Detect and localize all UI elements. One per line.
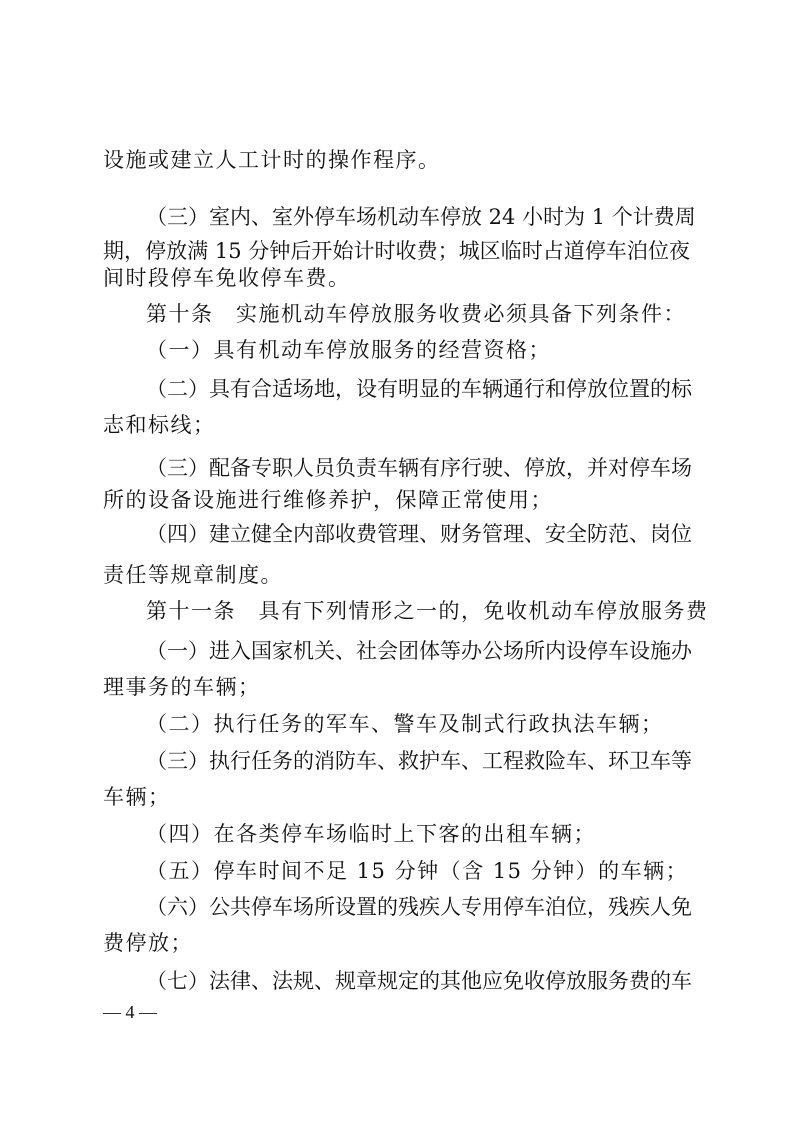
text-line: （三）执行任务的消防车、救护车、工程救险车、环卫车等 <box>146 749 692 773</box>
text-line: （二）执行任务的军车、警车及制式行政执法车辆； <box>146 712 664 736</box>
text-line: 设施或建立人工计时的操作程序。 <box>103 148 441 172</box>
text-line: （一）进入国家机关、社会团体等办公场所内设停车设施办 <box>146 639 692 663</box>
article-heading: 第十一条 具有下列情形之一的，免收机动车停放服务费 <box>146 599 709 623</box>
text-line: 费停放； <box>103 931 193 955</box>
text-line: 车辆； <box>103 785 171 809</box>
text-line: 责任等规章制度。 <box>103 563 283 587</box>
text-line: 志和标线； <box>103 413 216 437</box>
text-line: 期，停放满 15 分钟后开始计时收费；城区临时占道停车泊位夜 <box>103 239 690 263</box>
text-line: 所的设备设施进行维修养护，保障正常使用； <box>103 488 553 512</box>
text-line: （二）具有合适场地，设有明显的车辆通行和停放位置的标 <box>146 377 692 401</box>
text-line: 理事务的车辆； <box>103 675 261 699</box>
text-line: （五）停车时间不足 15 分钟（含 15 分钟）的车辆； <box>146 859 689 883</box>
text-line: （四）在各类停车场临时上下客的出租车辆； <box>146 822 596 846</box>
text-line: （三）配备专职人员负责车辆有序行驶、停放，并对停车场 <box>146 456 692 480</box>
page-number: — 4 — <box>103 1002 157 1022</box>
text-line: （七）法律、法规、规章规定的其他应免收停放服务费的车 <box>146 969 692 993</box>
text-line: 间时段停车免收停车费。 <box>103 266 351 290</box>
text-line: （一）具有机动车停放服务的经营资格； <box>146 338 551 362</box>
text-line: （六）公共停车场所设置的残疾人专用停车泊位，残疾人免 <box>146 895 692 919</box>
text-line: （三）室内、室外停车场机动车停放 24 小时为 1 个计费周 <box>146 205 696 229</box>
article-heading: 第十条 实施机动车停放服务收费必须具备下列条件： <box>146 302 686 326</box>
text-line: （四）建立健全内部收费管理、财务管理、安全防范、岗位 <box>146 522 692 546</box>
